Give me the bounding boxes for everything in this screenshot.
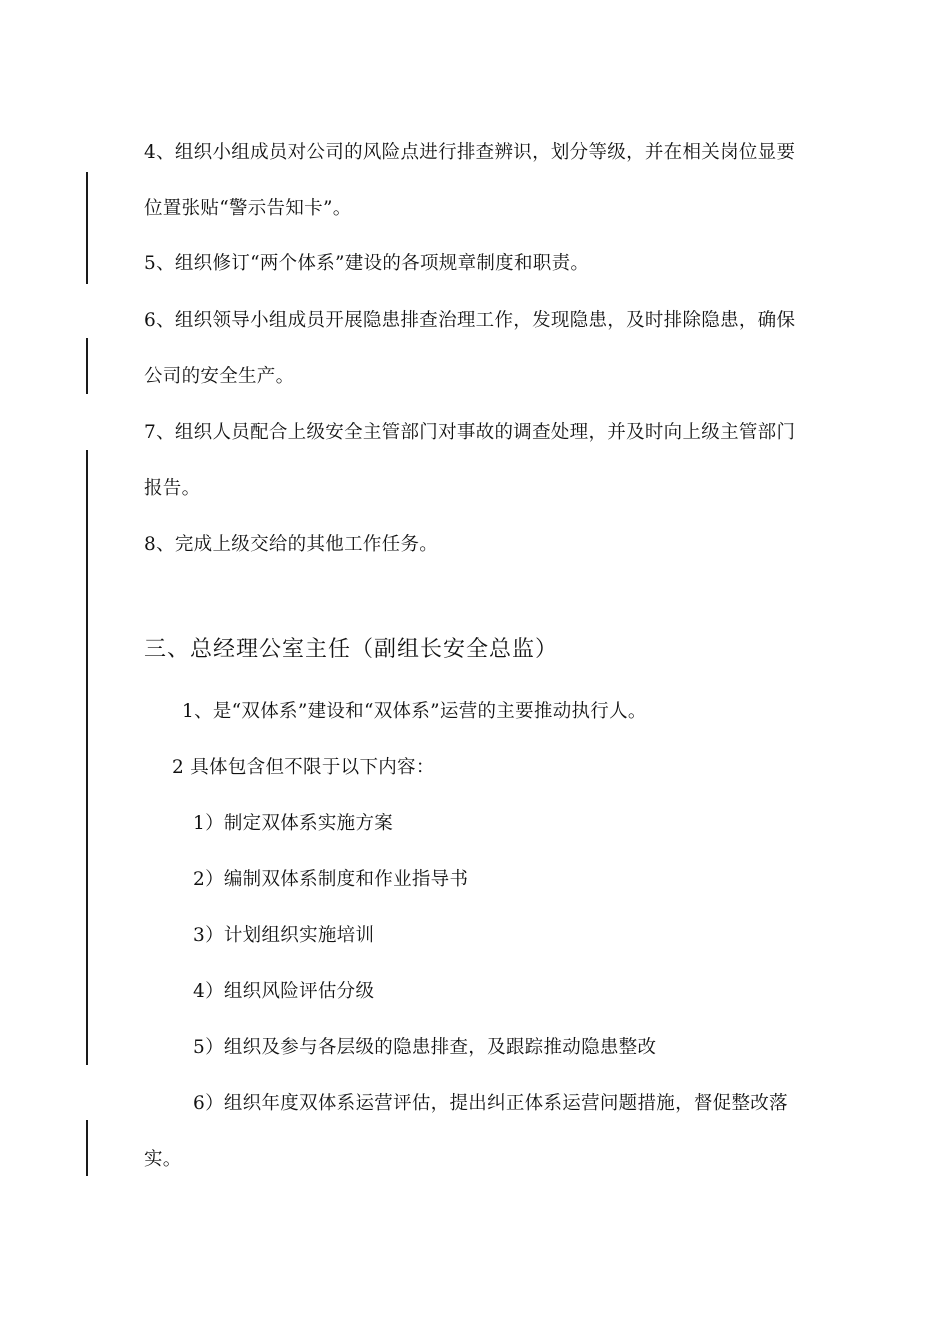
revision-bar xyxy=(86,172,88,284)
sub-item-6: 6）组织年度双体系运营评估，提出纠正体系运营问题措施，督促整改落 xyxy=(193,1093,788,1114)
sub-item-3: 3）计划组织实施培训 xyxy=(193,925,375,946)
revision-bar xyxy=(86,1120,88,1176)
sub-item-4: 4）组织风险评估分级 xyxy=(193,981,375,1002)
sub-item-1: 1）制定双体系实施方案 xyxy=(193,813,394,834)
sub-item-2: 2）编制双体系制度和作业指导书 xyxy=(193,869,469,890)
item-7-line-2: 报告。 xyxy=(144,478,201,499)
item-6-line-1: 6、组织领导小组成员开展隐患排查治理工作，发现隐患，及时排除隐患，确保 xyxy=(144,310,796,331)
sub-item-5: 5）组织及参与各层级的隐患排查，及跟踪推动隐患整改 xyxy=(193,1037,657,1058)
sub-item-6-continuation: 实。 xyxy=(144,1149,182,1170)
item-6-line-2: 公司的安全生产。 xyxy=(144,366,295,387)
item-7-line-1: 7、组织人员配合上级安全主管部门对事故的调查处理，并及时向上级主管部门 xyxy=(144,422,796,443)
section-heading: 三、总经理公室主任（副组长安全总监） xyxy=(144,637,559,662)
item-4-line-1: 4、组织小组成员对公司的风险点进行排查辨识，划分等级，并在相关岗位显要 xyxy=(144,142,796,163)
item-5: 5、组织修订“两个体系”建设的各项规章制度和职责。 xyxy=(144,253,590,274)
section-paragraph-1: 1、是“双体系”建设和“双体系”运营的主要推动执行人。 xyxy=(182,701,647,722)
item-4-line-2: 位置张贴“警示告知卡”。 xyxy=(144,198,352,219)
revision-bar xyxy=(86,338,88,394)
revision-bar xyxy=(86,450,88,1065)
item-8: 8、完成上级交给的其他工作任务。 xyxy=(144,534,439,555)
section-paragraph-2: 2 具体包含但不限于以下内容： xyxy=(172,757,435,778)
